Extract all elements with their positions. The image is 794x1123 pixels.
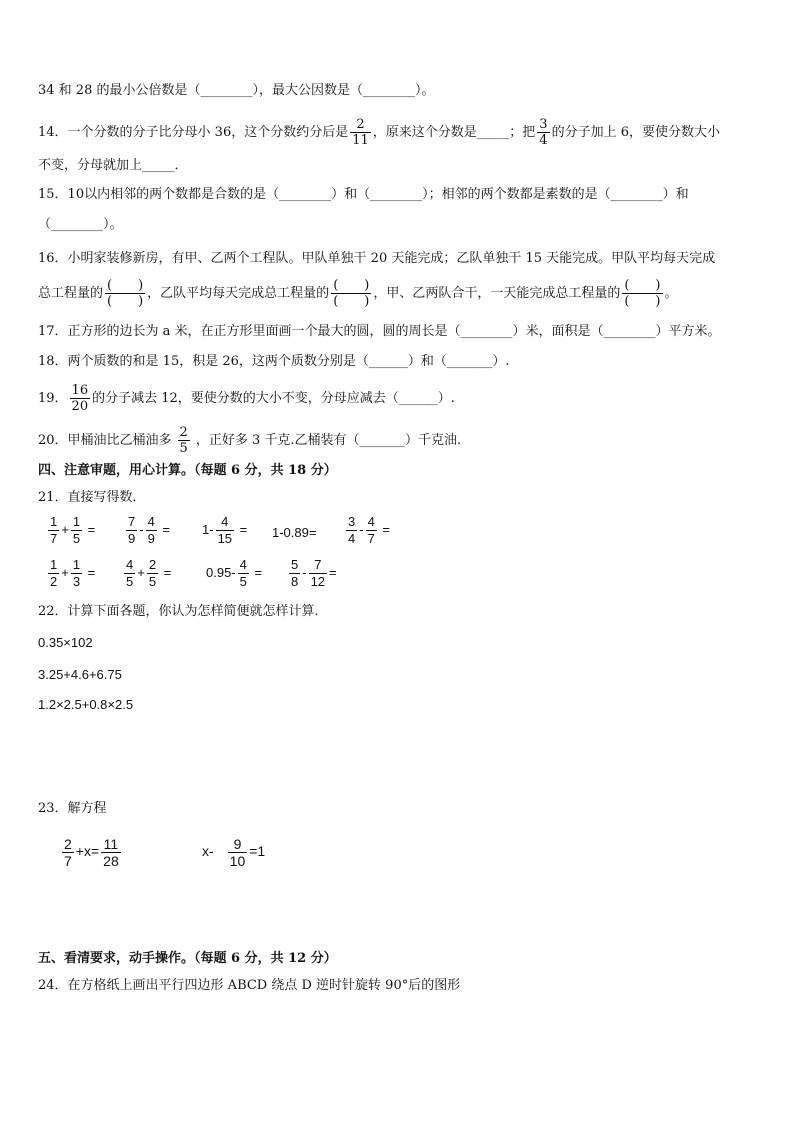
- numerator: 3: [539, 117, 548, 132]
- denominator: 12: [310, 574, 326, 589]
- prefix: 0.95-: [206, 564, 236, 580]
- denominator: 5: [179, 441, 188, 456]
- denominator: 3: [72, 574, 81, 589]
- numerator: 2: [148, 557, 157, 572]
- question-14-text-a: 14．一个分数的分子比分母小 36，这个分数约分后是: [38, 125, 349, 140]
- question-13: [38, 82, 434, 100]
- equals: =: [84, 564, 96, 580]
- fraction: [147, 557, 158, 590]
- equation-prefix: x-: [202, 843, 214, 860]
- blank-fraction: [622, 278, 662, 309]
- operator: +: [61, 521, 69, 537]
- equals: =: [158, 521, 171, 537]
- expression: [287, 557, 337, 590]
- question-20: [38, 425, 461, 456]
- fraction: [346, 514, 357, 547]
- operator: +: [61, 564, 69, 580]
- numerator: 4: [126, 557, 134, 572]
- question-18-text: 18．两个质数的和是 15，积是 26，这两个质数分别是（______）和（_______）.: [38, 354, 510, 369]
- fraction: [101, 836, 121, 869]
- fraction: [48, 514, 59, 547]
- equals: =: [236, 521, 248, 537]
- blank-numerator: ( ): [333, 278, 370, 293]
- numerator: 4: [147, 514, 155, 529]
- question-23-title: 23．解方程: [38, 801, 107, 816]
- fraction: [71, 514, 82, 547]
- numerator: 2: [356, 117, 365, 132]
- fraction: [70, 383, 91, 414]
- blank-numerator: ( ): [624, 278, 661, 293]
- fraction: [124, 557, 135, 590]
- question-16-text-a: 16．小明家装修新房，有甲、乙两个工程队。甲队单独干 20 天能完成；乙队单独干 15 天能完成。甲队平均每天完成: [38, 251, 716, 266]
- fraction: [48, 557, 59, 590]
- numerator: 7: [128, 514, 136, 529]
- question-18: [38, 353, 510, 371]
- denominator: 8: [291, 574, 299, 589]
- calculation-item: 3.25+4.6+6.75: [38, 667, 122, 682]
- equals: =: [84, 521, 96, 537]
- equals: =: [378, 521, 391, 537]
- blank-denominator: ( ): [107, 294, 144, 309]
- fraction: [309, 557, 327, 590]
- fraction: [126, 514, 137, 547]
- operator: -: [139, 521, 144, 537]
- question-20-text-b: ，正好多 3 千克.乙桶装有（_______）千克油.: [195, 433, 462, 448]
- question-15-text-a: 15．10以内相邻的两个数都是合数的是（________）和（________）；相邻的两个数都是素数的是（________）和: [38, 187, 689, 202]
- prefix: 1-: [202, 521, 214, 537]
- denominator: 5: [148, 574, 157, 589]
- expression: [46, 514, 95, 547]
- equals: =: [250, 564, 263, 580]
- denominator: 5: [126, 574, 134, 589]
- section-5-title: 五、看清要求，动手操作。（每题 6 分，共 12 分）: [38, 951, 337, 966]
- question-15-text-b: （________）。: [38, 217, 123, 232]
- fraction: [216, 514, 234, 547]
- fraction: [228, 836, 248, 869]
- denominator: 28: [103, 853, 119, 869]
- denominator: 4: [539, 133, 548, 148]
- numerator: 5: [291, 557, 299, 572]
- numerator: 1: [50, 514, 58, 529]
- blank-denominator: ( ): [624, 294, 661, 309]
- question-21-title: 21．直接写得数．: [38, 490, 146, 505]
- numerator: 2: [179, 425, 188, 440]
- denominator: 7: [50, 531, 58, 546]
- question-14: [38, 117, 720, 148]
- denominator: 4: [348, 531, 356, 546]
- expression: [206, 557, 262, 590]
- numerator: 16: [71, 383, 89, 398]
- question-19: [38, 383, 455, 414]
- denominator: 15: [217, 531, 233, 546]
- numerator: 4: [367, 514, 375, 529]
- fraction: [62, 836, 74, 869]
- denominator: 2: [50, 574, 58, 589]
- expression: [344, 514, 390, 547]
- denominator: 9: [128, 531, 136, 546]
- question-15-continued: [38, 216, 123, 234]
- question-15: [38, 186, 689, 204]
- denominator: 7: [64, 853, 72, 869]
- denominator: 9: [147, 531, 155, 546]
- equation-1: [60, 836, 123, 869]
- blank-numerator: ( ): [107, 278, 144, 293]
- question-16-text-b: 总工程量的: [38, 286, 104, 301]
- calculation-item: 1.2×2.5+0.8×2.5: [38, 697, 134, 712]
- fraction: [146, 514, 157, 547]
- question-24-title: 24．在方格纸上画出平行四边形 ABCD 绕点 D 逆时针旋转 90°后的图形: [38, 978, 461, 993]
- numerator: 11: [103, 836, 119, 852]
- question-14-text-d: 不变，分母就加上_____．: [38, 158, 188, 173]
- denominator: 10: [229, 853, 246, 869]
- numerator: 1: [72, 557, 81, 572]
- equals: =: [329, 564, 337, 580]
- question-16-text-c: ，乙队平均每天完成总工程量的: [147, 286, 330, 301]
- expression: [46, 557, 95, 590]
- numerator: 1: [50, 557, 58, 572]
- equals: =: [160, 564, 172, 580]
- blank-denominator: ( ): [333, 294, 370, 309]
- denominator: 7: [367, 531, 375, 546]
- numerator: 3: [348, 514, 356, 529]
- question-16-continued: [38, 278, 678, 309]
- expression: [124, 514, 170, 547]
- question-13-text: 34 和 28 的最小公倍数是（________），最大公因数是（________）。: [38, 83, 435, 98]
- denominator: 5: [239, 574, 247, 589]
- fraction: [366, 514, 377, 547]
- operator: -: [302, 564, 307, 580]
- fraction: [289, 557, 300, 590]
- question-17: [38, 323, 721, 341]
- numerator: 7: [314, 557, 322, 572]
- fraction: [178, 425, 190, 456]
- expression: [122, 557, 171, 590]
- numerator: 4: [239, 557, 247, 572]
- numerator: 9: [233, 836, 242, 852]
- numerator: 1: [72, 514, 81, 529]
- blank-fraction: [105, 278, 145, 309]
- question-22-title: 22．计算下面各题，你认为怎样简便就怎样计算．: [38, 604, 328, 619]
- equation-suffix: =1: [249, 843, 266, 860]
- section-4-title: 四、注意审题，用心计算。（每题 6 分，共 18 分）: [38, 463, 337, 478]
- equation-2: [202, 836, 265, 869]
- fraction: [71, 557, 82, 590]
- question-17-text: 17．正方形的边长为 a 米，在正方形里面画一个最大的圆，圆的周长是（________）米，面积是（________）平方米。: [38, 324, 721, 339]
- question-19-text: 的分子减去 12，要使分数的大小不变，分母应减去（______）.: [92, 391, 455, 406]
- operator: +: [137, 564, 145, 580]
- question-16-text-e: 。: [664, 286, 678, 301]
- fraction: [350, 117, 371, 148]
- equation-middle: +x=: [75, 843, 100, 860]
- question-14-continued: [38, 157, 188, 175]
- question-20-text-a: 20．甲桶油比乙桶油多: [38, 433, 172, 448]
- numerator: 2: [64, 836, 72, 852]
- denominator: 20: [71, 399, 89, 414]
- blank-fraction: [331, 278, 371, 309]
- question-16-text-d: ，甲、乙两队合干，一天能完成总工程量的: [373, 286, 621, 301]
- denominator: 11: [352, 133, 369, 148]
- question-16: [38, 250, 715, 268]
- question-14-text-c: 的分子加上 6，要使分数大小: [551, 125, 720, 140]
- question-14-text-b: ，原来这个分数是_____；把: [372, 125, 536, 140]
- fraction: [537, 117, 549, 148]
- calculation-item: 0.35×102: [38, 635, 93, 650]
- fraction: [238, 557, 249, 590]
- denominator: 5: [72, 531, 81, 546]
- operator: -: [359, 521, 364, 537]
- expression: [202, 514, 247, 547]
- numerator: 4: [221, 514, 229, 529]
- expression: 1-0.89=: [272, 525, 317, 540]
- question-19-label: 19．: [38, 391, 68, 406]
